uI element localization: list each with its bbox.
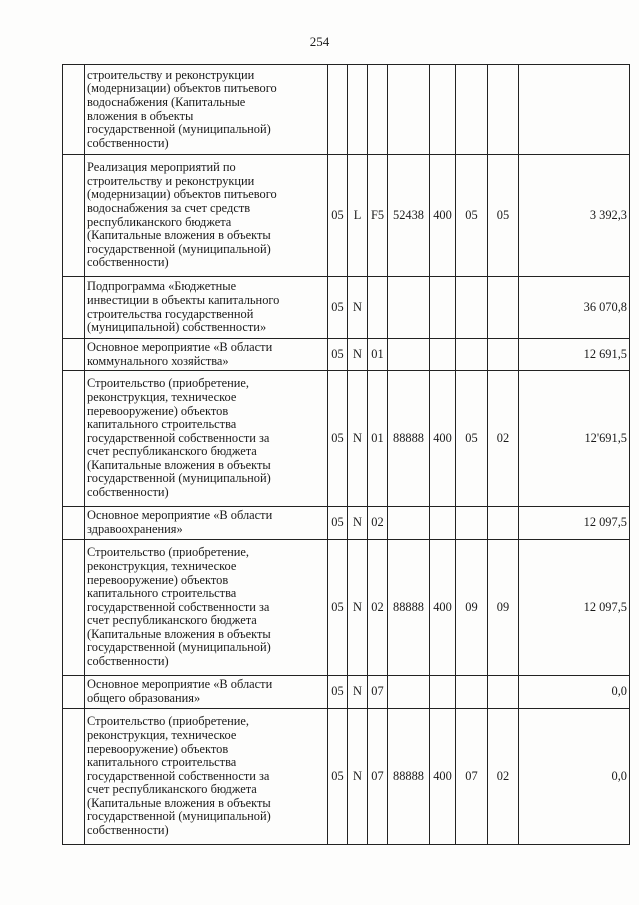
subprogram-cell: N xyxy=(348,339,368,371)
amount-cell: 12 097,5 xyxy=(519,540,630,676)
description-cell: Строительство (приобретение, реконструкция, техническое перевооружение) объектов капитального строительства государственной собственности за счет республиканского бюджета (Капитальные вложения в объекты государственной (муниципальной) собственности) xyxy=(85,709,328,845)
number-cell xyxy=(63,155,85,277)
description-cell: строительству и реконструкции (модернизации) объектов питьевого водоснабжения (Капитальные вложения в объекты государственной (муниципальной) собственности) xyxy=(85,65,328,155)
expense-type-cell xyxy=(430,65,456,155)
subsection-cell: 05 xyxy=(488,155,519,277)
direction-cell: 88888 xyxy=(388,371,430,507)
table-row xyxy=(63,507,630,540)
table-row xyxy=(63,65,630,155)
program-cell: 05 xyxy=(328,709,348,845)
program-cell: 05 xyxy=(328,507,348,540)
program-cell: 05 xyxy=(328,371,348,507)
number-cell xyxy=(63,371,85,507)
subprogram-cell: N xyxy=(348,507,368,540)
program-cell: 05 xyxy=(328,277,348,339)
main-event-cell: F5 xyxy=(368,155,388,277)
section-cell: 05 xyxy=(456,155,488,277)
number-cell xyxy=(63,65,85,155)
expense-type-cell: 400 xyxy=(430,540,456,676)
amount-cell: 0,0 xyxy=(519,676,630,709)
main-event-cell: 02 xyxy=(368,507,388,540)
page-number: 254 xyxy=(309,34,330,49)
section-cell: 05 xyxy=(456,371,488,507)
table-row xyxy=(63,709,630,845)
main-event-cell xyxy=(368,277,388,339)
description-cell: Строительство (приобретение, реконструкция, техническое перевооружение) объектов капитального строительства государственной собственности за счет республиканского бюджета (Капитальные вложения в объекты государственной (муниципальной) собственности) xyxy=(85,540,328,676)
section-cell xyxy=(456,277,488,339)
amount-cell xyxy=(519,65,630,155)
subprogram-cell: N xyxy=(348,277,368,339)
subsection-cell: 09 xyxy=(488,540,519,676)
subprogram-cell xyxy=(348,65,368,155)
expense-type-cell xyxy=(430,676,456,709)
amount-cell: 36 070,8 xyxy=(519,277,630,339)
subprogram-cell: N xyxy=(348,709,368,845)
section-cell: 07 xyxy=(456,709,488,845)
main-event-cell: 02 xyxy=(368,540,388,676)
main-event-cell xyxy=(368,65,388,155)
direction-cell: 88888 xyxy=(388,709,430,845)
direction-cell xyxy=(388,676,430,709)
amount-cell: 12 691,5 xyxy=(519,339,630,371)
main-event-cell: 07 xyxy=(368,709,388,845)
number-cell xyxy=(63,507,85,540)
main-event-cell: 07 xyxy=(368,676,388,709)
section-cell: 09 xyxy=(456,540,488,676)
table-row xyxy=(63,540,630,676)
program-cell: 05 xyxy=(328,540,348,676)
number-cell xyxy=(63,540,85,676)
section-cell xyxy=(456,676,488,709)
description-cell: Реализация мероприятий по строительству и реконструкции (модернизации) объектов питьевого водоснабжения за счет средств республиканского бюджета (Капитальные вложения в объекты государственной (муниципальной) собственности) xyxy=(85,155,328,277)
subsection-cell xyxy=(488,507,519,540)
table-row xyxy=(63,277,630,339)
direction-cell xyxy=(388,277,430,339)
table-row xyxy=(63,155,630,277)
description-cell: Основное мероприятие «В области здравоохранения» xyxy=(85,507,328,540)
amount-cell: 12'691,5 xyxy=(519,371,630,507)
subsection-cell: 02 xyxy=(488,709,519,845)
subprogram-cell: N xyxy=(348,371,368,507)
section-cell xyxy=(456,507,488,540)
program-cell: 05 xyxy=(328,155,348,277)
description-cell: Подпрограмма «Бюджетные инвестиции в объекты капитального строительства государственной (муниципальной) собственности» xyxy=(85,277,328,339)
table-row xyxy=(63,676,630,709)
amount-cell: 0,0 xyxy=(519,709,630,845)
expense-type-cell xyxy=(430,339,456,371)
direction-cell xyxy=(388,339,430,371)
subsection-cell xyxy=(488,277,519,339)
budget-table xyxy=(62,64,630,845)
direction-cell: 88888 xyxy=(388,540,430,676)
number-cell xyxy=(63,277,85,339)
main-event-cell: 01 xyxy=(368,371,388,507)
number-cell xyxy=(63,709,85,845)
main-event-cell: 01 xyxy=(368,339,388,371)
program-cell: 05 xyxy=(328,339,348,371)
expense-type-cell xyxy=(430,277,456,339)
number-cell xyxy=(63,339,85,371)
subprogram-cell: L xyxy=(348,155,368,277)
subsection-cell xyxy=(488,339,519,371)
expense-type-cell xyxy=(430,507,456,540)
section-cell xyxy=(456,65,488,155)
subprogram-cell: N xyxy=(348,540,368,676)
amount-cell: 3 392,3 xyxy=(519,155,630,277)
subsection-cell xyxy=(488,65,519,155)
description-cell: Основное мероприятие «В области коммунального хозяйства» xyxy=(85,339,328,371)
expense-type-cell: 400 xyxy=(430,371,456,507)
program-cell xyxy=(328,65,348,155)
description-cell: Строительство (приобретение, реконструкция, техническое перевооружение) объектов капитального строительства государственной собственности за счет республиканского бюджета (Капитальные вложения в объекты государственной (муниципальной) собственности) xyxy=(85,371,328,507)
subprogram-cell: N xyxy=(348,676,368,709)
direction-cell: 52438 xyxy=(388,155,430,277)
subsection-cell xyxy=(488,676,519,709)
direction-cell xyxy=(388,507,430,540)
section-cell xyxy=(456,339,488,371)
number-cell xyxy=(63,676,85,709)
amount-cell: 12 097,5 xyxy=(519,507,630,540)
expense-type-cell: 400 xyxy=(430,709,456,845)
direction-cell xyxy=(388,65,430,155)
program-cell: 05 xyxy=(328,676,348,709)
table-row xyxy=(63,371,630,507)
table-row xyxy=(63,339,630,371)
subsection-cell: 02 xyxy=(488,371,519,507)
description-cell: Основное мероприятие «В области общего образования» xyxy=(85,676,328,709)
expense-type-cell: 400 xyxy=(430,155,456,277)
